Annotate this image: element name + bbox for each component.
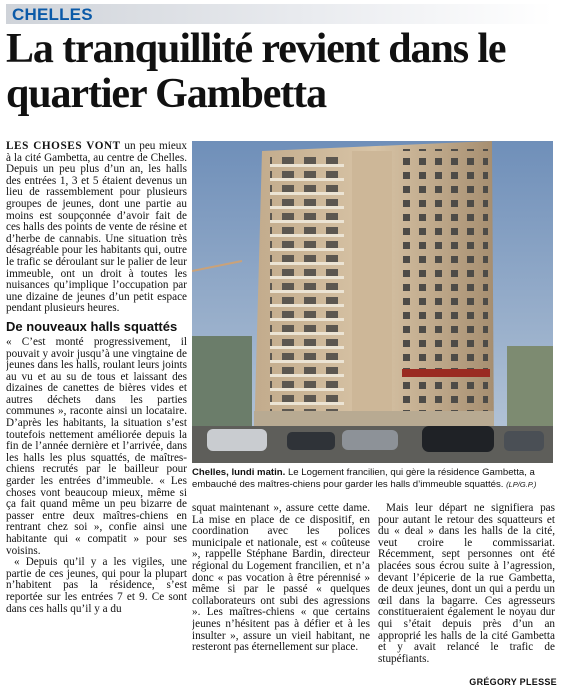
caption-text: Le Logement francilien, qui gère la résidence Gambetta, a embauché des maîtres-chiens pour garder les halls d’immeuble squattés. [192, 467, 535, 490]
section-banner [6, 4, 553, 24]
subheading: De nouveaux halls squattés [6, 318, 178, 334]
building-photo-illustration [192, 141, 553, 463]
byline: GRÉGORY PLESSE [469, 677, 557, 687]
article-photo [192, 141, 553, 463]
caption-credit: (LP/G.P.) [506, 479, 537, 489]
paragraph-vigiles: « Depuis qu’il y a les vigiles, une partie de ces jeunes, qui pour la plupart n’habitent pas la résidence, s’est reportée sur les entrées 7 et 9. Ce sont dans ces halls qu’il y a du [6, 556, 187, 615]
column-3-text: Mais leur départ ne signifiera pas pour autant le retour des squatteurs et du « deal » dans les halls de la cité, veut croire le commissariat. Récemment, sept personnes ont été placées sous écrou suite à l’agression, devant l’épicerie de la rue Gambetta, de deux jeunes, dont un qui a perdu un œil dans la bagarre. Ces agresseurs constitueraient également le noyau dur qui s’était depuis près d’un an approprié les halls de la cité Gambetta et y avait relancé le trafic de stupéfiants. [378, 503, 555, 665]
article-column-3 [378, 503, 555, 675]
paragraph-quote: « C’est monté progressivement, il pouvait y avoir jusqu’à une vingtaine de jeunes dans les halls, roulant leurs joints au vu et au su de tous et laissant des dizaines de canettes de bières vides et autres déchets dans les parties communes », raconte ainsi un locataire. D’après les habitants, la situation s’est toutefois nettement améliorée depuis la fin de l’année dernière et l’arrivée, dans les halls les plus squattés, de maîtres-chiens recrutés par le bailleur pour garder les entrées d’immeuble. « Les choses vont beaucoup mieux, même si ça fait quand même un peu bizarre de passer entre deux maîtres-chiens en rentrant chez soi », confie ainsi une habitante qui « compatit » pour ses voisins. [6, 335, 187, 557]
caption-lead: Chelles, lundi matin. [192, 467, 286, 478]
lead-text: un peu mieux à la cité Gambetta, au centre de Chelles. Depuis un peu plus d’un an, les halls des entrées 1, 3 et 5 étaient devenus un lieu de rassemblement pour plusieurs groupes de jeunes, dont une partie au moins est soupçonnée d’avoir fait de ces halls des points de vente de résine et d’herbe de cannabis. Une situation très désagréable pour les habitants qui, outre le trafic se déroulant sur le palier de leur immeuble, ont un droit à toutes les nuisances qu’implique l’occupation par une dizaine de jeunes d’un petit espace pendant plusieurs heures. [6, 141, 187, 315]
lead-paragraph [6, 141, 187, 315]
lead-caps: LES CHOSES VONT [6, 141, 121, 152]
article-column-2 [192, 503, 370, 691]
column-2-text: squat maintenant », assure cette dame. La mise en place de ce dispositif, en coordination avec les polices municipale et nationale, est « coûteuse », rappelle Stéphane Bardin, directeur régional du Logement francilien, et n’a donc « pas vocation à être pérennisé » même si par le passé « quelques collaborateurs ont subi des agressions ». Les maîtres-chiens « que certains jeunes n’hésitent pas à défier et à les insulter », assure un vieil habitant, ne resteront pas éternellement sur place. [192, 503, 370, 654]
headline: La tranquillité revient dans le quartier Gambetta [6, 26, 506, 117]
section-label: CHELLES [12, 5, 93, 24]
photo-caption [192, 467, 555, 490]
article-column-1 [6, 141, 187, 693]
